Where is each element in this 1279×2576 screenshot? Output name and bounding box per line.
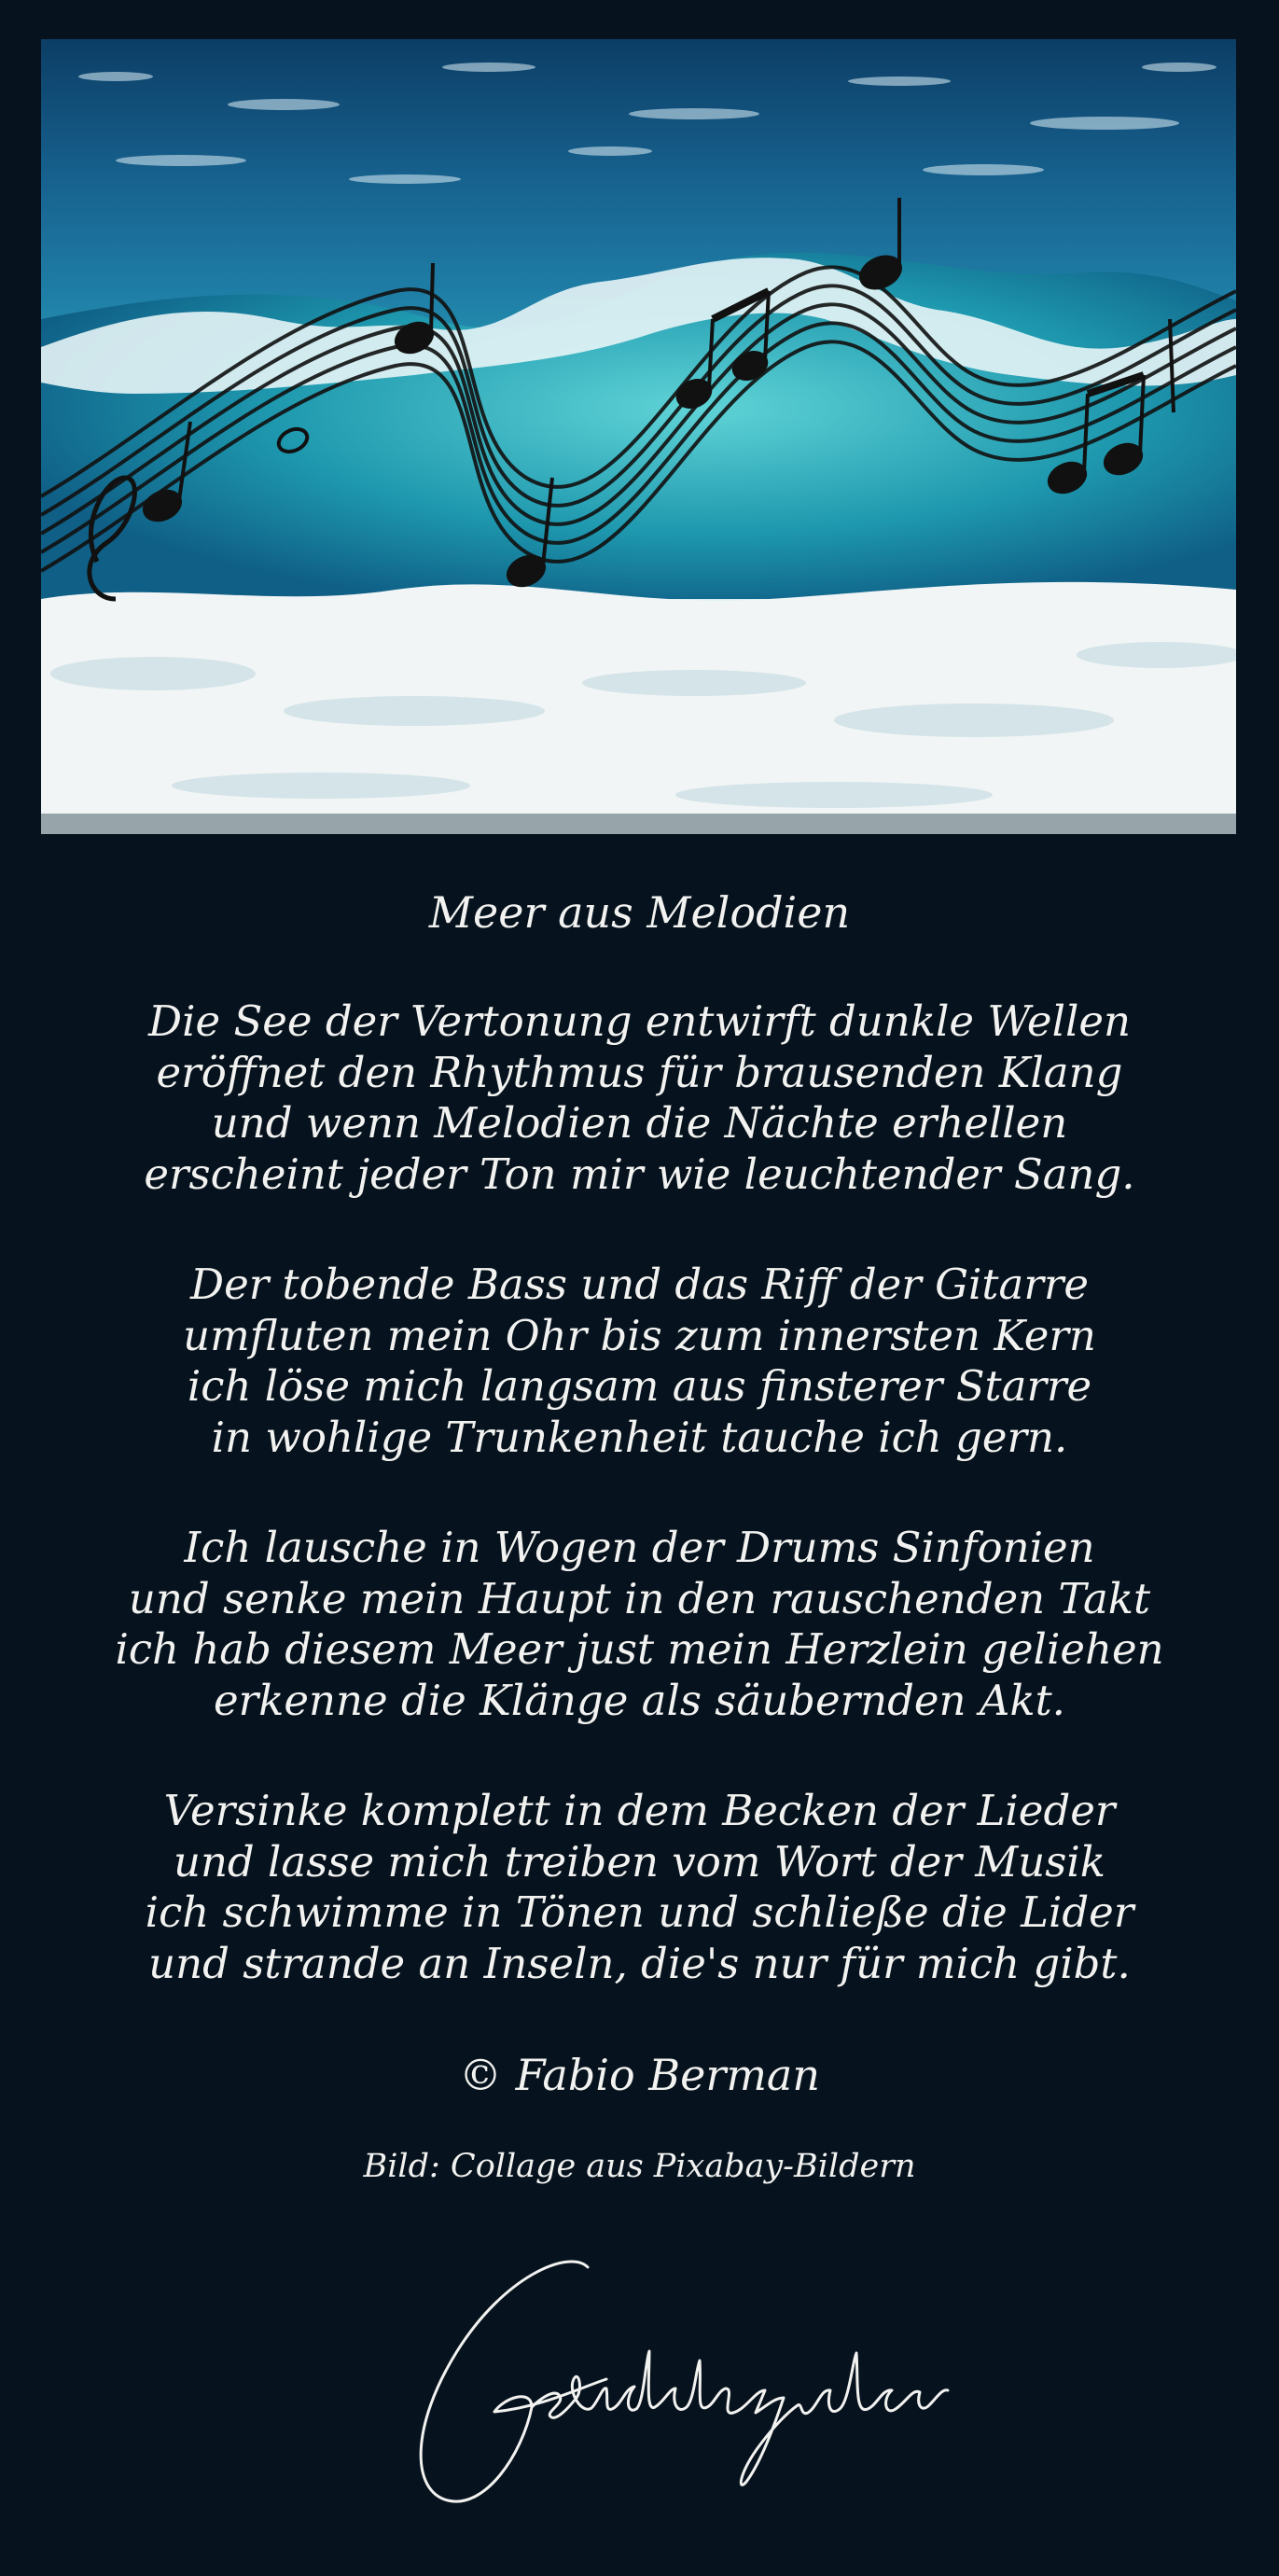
poem-line: Der tobende Bass und das Riff der Gitarre [190, 1260, 1089, 1309]
ocean-wave-music-illustration [41, 39, 1236, 834]
poem-line: Die See der Vertonung entwirft dunkle Wellen [148, 996, 1131, 1046]
shoreline [41, 814, 1236, 834]
stanza-1 [0, 996, 1279, 1200]
stanza-3 [0, 1523, 1279, 1726]
poem-line: in wohlige Trunkenheit tauche ich gern. [211, 1412, 1068, 1462]
hero-image [41, 39, 1236, 834]
poem-line: und lasse mich treiben vom Wort der Musik [173, 1836, 1106, 1887]
poem-line: und strande an Inseln, die's nur für mich gibt. [148, 1938, 1131, 1988]
poem-line: Ich lausche in Wogen der Drums Sinfonien [184, 1523, 1095, 1572]
poem-line: und wenn Melodien die Nächte erhellen [211, 1098, 1068, 1148]
poem-line: Versinke komplett in dem Becken der Lieder [163, 1786, 1116, 1835]
poem-line: ich schwimme in Tönen und schließe die Lider [145, 1887, 1134, 1937]
poem-line: ich löse mich langsam aus finsterer Starre [187, 1361, 1092, 1411]
poem-line: und senke mein Haupt in den rauschenden Takt [128, 1573, 1151, 1623]
poem-line: erkenne die Klänge als säubernden Akt. [214, 1675, 1065, 1725]
signature-script [392, 2249, 952, 2519]
author-copyright: © Fabio Berman [458, 2050, 820, 2100]
stanza-4 [0, 1786, 1279, 1989]
poem-line: ich hab diesem Meer just mein Herzlein geliehen [115, 1624, 1164, 1674]
poem-line: erscheint jeder Ton mir wie leuchtender Sang. [144, 1149, 1135, 1199]
stanza-2 [0, 1260, 1279, 1463]
signature-logo [392, 2249, 952, 2519]
poem [0, 886, 1279, 2187]
poem-line: umfluten mein Ohr bis zum innersten Kern [183, 1310, 1096, 1360]
poem-title: Meer aus Melodien [428, 887, 851, 938]
poem-line: eröffnet den Rhythmus für brausenden Klang [156, 1047, 1123, 1097]
image-credit: Bild: Collage aus Pixabay-Bildern [363, 2148, 916, 2185]
